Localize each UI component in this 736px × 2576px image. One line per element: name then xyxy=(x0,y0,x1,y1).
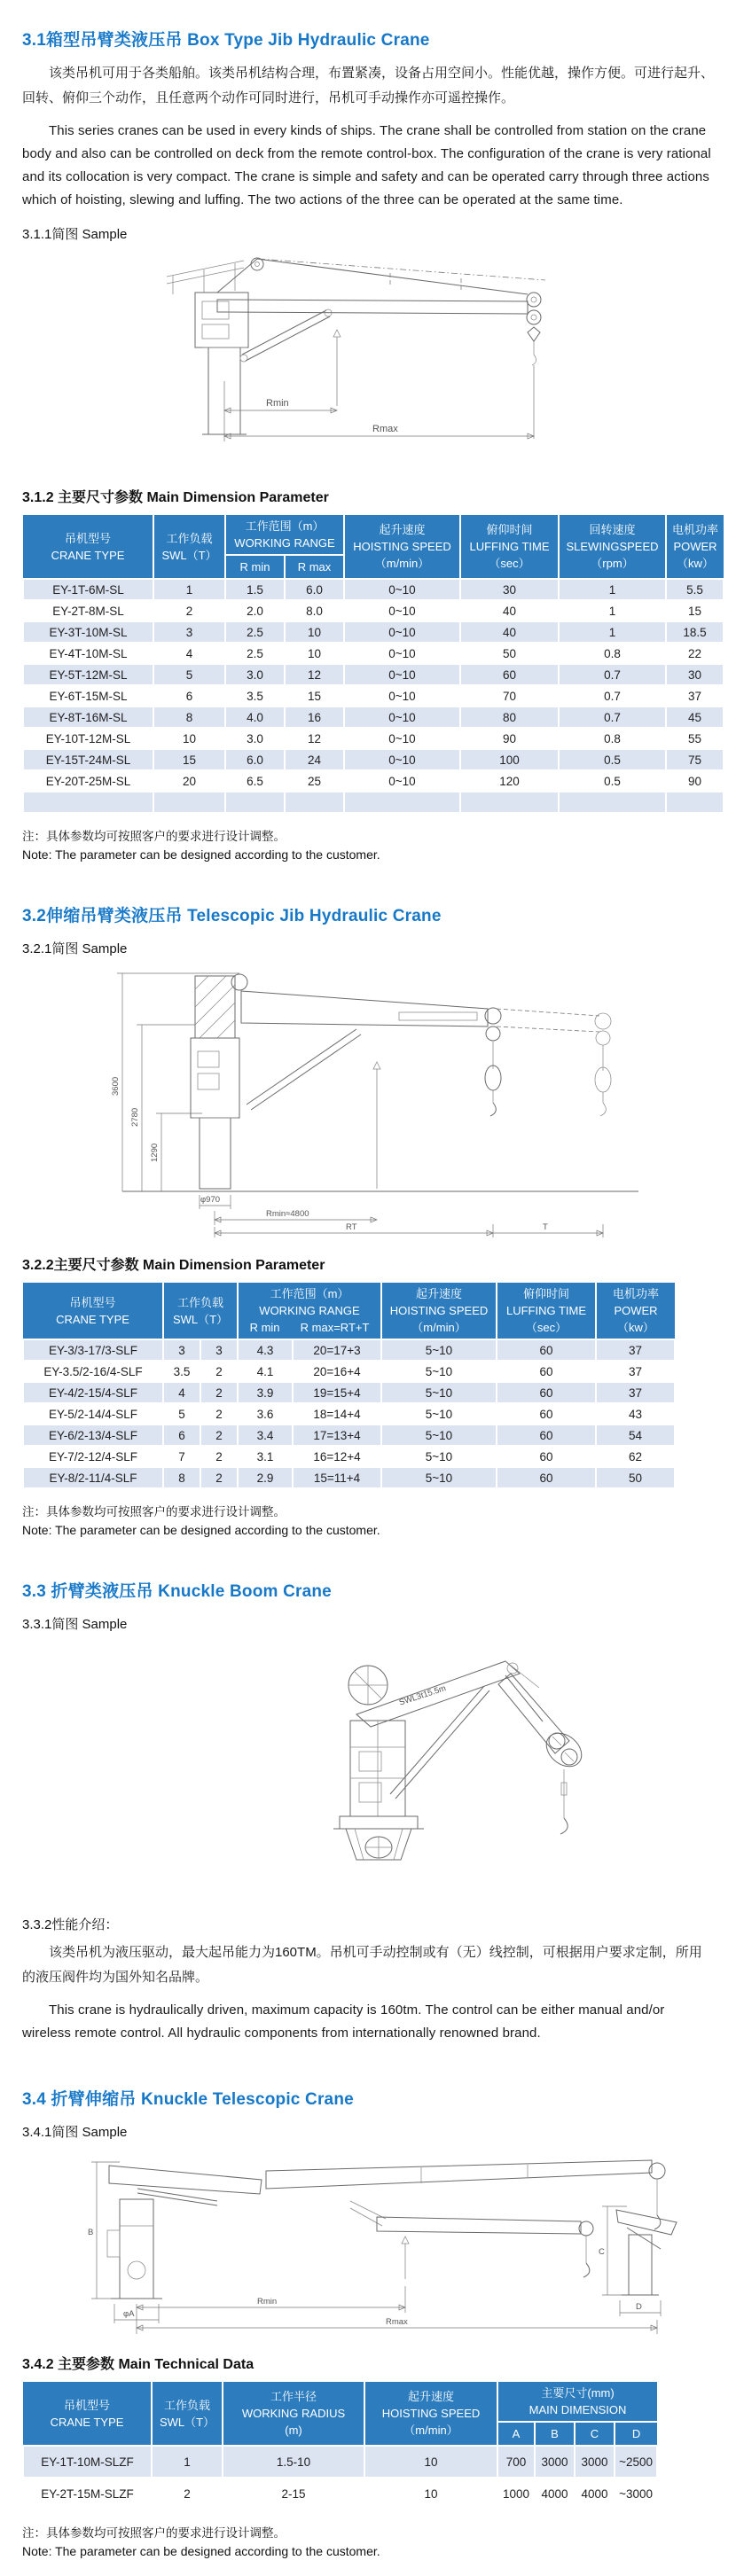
col-header-swl: 工作负载 SWL（T） xyxy=(153,514,225,579)
table-cell: 20=17+3 xyxy=(293,1339,381,1361)
swl-capacity-label: SWL3t15.5m xyxy=(397,1683,448,1708)
table-cell: 15 xyxy=(153,749,225,770)
table-cell: 10 xyxy=(364,2478,497,2510)
table-row xyxy=(23,600,724,621)
col-header-dim-c: C xyxy=(575,2422,615,2446)
table-cell: 62 xyxy=(596,1446,675,1467)
table-row xyxy=(23,1425,675,1446)
table-cell: 60 xyxy=(460,664,559,685)
table-cell: 16 xyxy=(285,706,344,728)
col-header-working-radius: 工作半径 WORKING RADIUS (m) xyxy=(223,2381,364,2446)
rmin-dimension-label: Rmin xyxy=(266,398,289,409)
table-cell: 3000 xyxy=(535,2446,575,2478)
table-cell: 18.5 xyxy=(666,621,724,643)
table-cell: 5~10 xyxy=(381,1361,497,1382)
table-cell: 5 xyxy=(163,1403,200,1425)
main-dimension-parameter-table-3-2-2 xyxy=(22,1281,676,1489)
table-cell: 3.0 xyxy=(225,728,285,749)
col-header-dim-b: B xyxy=(535,2422,575,2446)
section-3-3-2-heading: 3.3.2性能介绍： xyxy=(22,1917,119,1932)
table-cell: 8.0 xyxy=(285,600,344,621)
table-cell: 5~10 xyxy=(381,1403,497,1425)
table-cell: 6.0 xyxy=(225,749,285,770)
table-cell: 24 xyxy=(285,749,344,770)
table-cell: 3.1 xyxy=(238,1446,293,1467)
table-cell: 2.5 xyxy=(225,621,285,643)
table-cell: 3.5 xyxy=(163,1361,200,1382)
table-cell: 2 xyxy=(153,600,225,621)
col-header-crane-type: 吊机型号 CRANE TYPE xyxy=(23,1282,163,1339)
table-cell xyxy=(666,792,724,813)
table-cell: 2.0 xyxy=(225,600,285,621)
table-cell: 19=15+4 xyxy=(293,1382,381,1403)
table-cell: 90 xyxy=(666,770,724,792)
table-cell: EY-3T-10M-SL xyxy=(23,621,153,643)
section-3-3-paragraph-cn: 该类吊机为液压驱动，最大起吊能力为160TM。吊机可手动控制或有（无）线控制，可根据用户要求定制，所用的液压阀件均为国外知名品牌。 xyxy=(22,1945,702,1985)
table-cell: 5 xyxy=(153,664,225,685)
table-cell: 4.3 xyxy=(238,1339,293,1361)
section-3-2-heading: 3.2伸缩吊臂类液压吊 Telescopic Jib Hydraulic Crane xyxy=(22,907,442,925)
table-cell: EY-4/2-15/4-SLF xyxy=(23,1382,163,1403)
table-cell: 1.5-10 xyxy=(223,2446,364,2478)
table-cell: 45 xyxy=(666,706,724,728)
table-row xyxy=(23,1382,675,1403)
col-header-hoisting-speed: 起升速度 HOISTING SPEED （m/min） xyxy=(364,2381,497,2446)
table-cell: 43 xyxy=(596,1403,675,1425)
table-row xyxy=(23,728,724,749)
table-cell: EY-8/2-11/4-SLF xyxy=(23,1467,163,1488)
table-cell: 5~10 xyxy=(381,1339,497,1361)
table-cell: 6.0 xyxy=(285,579,344,600)
table-cell: EY-6T-15M-SL xyxy=(23,685,153,706)
table-row xyxy=(23,664,724,685)
table-row xyxy=(23,706,724,728)
col-header-main-dimension: 主要尺寸(mm) MAIN DIMENSION xyxy=(497,2381,657,2422)
table-cell: 60 xyxy=(497,1425,596,1446)
table-cell: 4 xyxy=(153,643,225,664)
table-3-4-2-heading: 3.4.2 主要参数 Main Technical Data xyxy=(22,2357,254,2372)
table-cell: 2 xyxy=(200,1467,238,1488)
table-row xyxy=(23,1361,675,1382)
table-row xyxy=(23,1339,675,1361)
table-cell: EY-7/2-12/4-SLF xyxy=(23,1446,163,1467)
table-cell: 120 xyxy=(460,770,559,792)
t-dimension-label: T xyxy=(543,1222,548,1232)
col-header-rmin: R min xyxy=(249,1321,280,1334)
col-header-power: 电机功率 POWER （kw） xyxy=(666,514,724,579)
knuckle-boom-crane-diagram xyxy=(213,1636,714,1902)
section-3-4-1-sample-heading: 3.4.1简图 Sample xyxy=(22,2125,128,2140)
table-cell: 25 xyxy=(285,770,344,792)
table-cell: 2 xyxy=(200,1425,238,1446)
telescopic-jib-crane-diagram xyxy=(106,963,714,1237)
section-3-1-paragraph-en: This series cranes can be used in every kinds of ships. The crane shall be controlled from station on the crane body and also can be controlled on deck from the remote control-box. The configuration of the crane is very rational and its collocation is very compact. The crane is simple and safety and can be operated carry through three actions which of hoisting, slewing and luffing. The two actions of the three can be operated at the same time. xyxy=(22,123,711,207)
table-row xyxy=(23,749,724,770)
table-cell: 12 xyxy=(285,728,344,749)
table-cell: 5~10 xyxy=(381,1446,497,1467)
table-cell: 4.1 xyxy=(238,1361,293,1382)
table-cell: 1.5 xyxy=(225,579,285,600)
table-cell: 12 xyxy=(285,664,344,685)
table-cell: 0~10 xyxy=(344,685,460,706)
table-cell: 10 xyxy=(285,643,344,664)
table-cell: 0~10 xyxy=(344,706,460,728)
table-cell: 2-15 xyxy=(223,2478,364,2510)
table-cell: 70 xyxy=(460,685,559,706)
col-header-rmin: R min xyxy=(225,555,285,579)
table-cell: 0~10 xyxy=(344,664,460,685)
table-cell: 1 xyxy=(153,579,225,600)
table-cell xyxy=(225,792,285,813)
table-cell: 0~10 xyxy=(344,600,460,621)
table-cell: EY-5/2-14/4-SLF xyxy=(23,1403,163,1425)
d-dimension-label: D xyxy=(636,2302,642,2312)
table-row xyxy=(23,643,724,664)
table-cell: 3 xyxy=(163,1339,200,1361)
table-cell: EY-3/3-17/3-SLF xyxy=(23,1339,163,1361)
table-cell: 4000 xyxy=(535,2478,575,2510)
height-dimension-2780: 2780 xyxy=(130,1107,140,1127)
rt-dimension-label: RT xyxy=(346,1222,357,1232)
table-cell xyxy=(23,792,153,813)
table-cell: 10 xyxy=(364,2446,497,2478)
table-cell: 60 xyxy=(497,1446,596,1467)
table-cell: 2.9 xyxy=(238,1467,293,1488)
table-cell: 3.4 xyxy=(238,1425,293,1446)
col-header-working-range: 工作范围（m） WORKING RANGE xyxy=(225,514,344,555)
rmin-dimension-label: Rmin xyxy=(257,2297,278,2307)
rmax-dimension-label: Rmax xyxy=(372,424,398,434)
table-cell: 0.8 xyxy=(559,643,666,664)
table-cell: 3.0 xyxy=(225,664,285,685)
table-cell: 6 xyxy=(163,1425,200,1446)
table-cell: 4 xyxy=(163,1382,200,1403)
rmax-dimension-label: Rmax xyxy=(386,2317,408,2327)
table-cell xyxy=(344,792,460,813)
table-cell: 20 xyxy=(153,770,225,792)
table-cell: 100 xyxy=(460,749,559,770)
table-cell: 0~10 xyxy=(344,643,460,664)
table-cell: 5.5 xyxy=(666,579,724,600)
note-cn: 注：具体参数均可按照客户的要求进行设计调整。 xyxy=(22,2526,286,2540)
table-row xyxy=(23,770,724,792)
table-cell: 10 xyxy=(153,728,225,749)
table-cell: 3000 xyxy=(575,2446,615,2478)
table-cell: 8 xyxy=(163,1467,200,1488)
table-cell: EY-1T-6M-SL xyxy=(23,579,153,600)
col-header-swl: 工作负载 SWL（T） xyxy=(152,2381,223,2446)
table-cell: 3.6 xyxy=(238,1403,293,1425)
table-cell: 1 xyxy=(559,579,666,600)
col-header-slewing-speed: 回转速度 SLEWINGSPEED （rpm） xyxy=(559,514,666,579)
table-row xyxy=(23,792,724,813)
b-dimension-label: B xyxy=(88,2228,94,2237)
table-cell: 8 xyxy=(153,706,225,728)
table-cell: 40 xyxy=(460,600,559,621)
col-header-luffing-time: 俯仰时间 LUFFING TIME （sec） xyxy=(460,514,559,579)
table-cell: 0~10 xyxy=(344,770,460,792)
note-en: Note: The parameter can be designed according to the customer. xyxy=(22,2544,380,2558)
section-3-1-paragraph-cn: 该类吊机可用于各类船舶。该类吊机结构合理，布置紧凑，设备占用空间小。性能优越，操作方便。可进行起升、回转、俯仰三个动作，且任意两个动作可同时进行，吊机可手动操作亦可遥控操作。 xyxy=(22,66,715,105)
table-cell: 0.5 xyxy=(559,770,666,792)
table-cell: 60 xyxy=(497,1339,596,1361)
table-cell: ~3000 xyxy=(615,2478,657,2510)
table-cell: EY-20T-25M-SL xyxy=(23,770,153,792)
table-row xyxy=(23,621,724,643)
table-cell: 30 xyxy=(460,579,559,600)
table-cell: 90 xyxy=(460,728,559,749)
table-cell: 50 xyxy=(596,1467,675,1488)
knuckle-boom-crane-drawing xyxy=(213,1636,621,1902)
table-cell: 50 xyxy=(460,643,559,664)
table-cell: 1 xyxy=(559,621,666,643)
table-cell: 0.7 xyxy=(559,685,666,706)
knuckle-telescopic-crane-drawing xyxy=(84,2146,687,2337)
table-row xyxy=(23,1467,675,1488)
table-cell: 1 xyxy=(559,600,666,621)
section-3-3-heading: 3.3 折臂类液压吊 Knuckle Boom Crane xyxy=(22,1582,332,1601)
table-cell: 30 xyxy=(666,664,724,685)
table-cell: EY-3.5/2-16/4-SLF xyxy=(23,1361,163,1382)
table-cell: 37 xyxy=(596,1339,675,1361)
note-en: Note: The parameter can be designed according to the customer. xyxy=(22,847,380,862)
table-cell: 0.5 xyxy=(559,749,666,770)
table-cell: 5~10 xyxy=(381,1425,497,1446)
table-cell: 0~10 xyxy=(344,749,460,770)
table-cell: 6 xyxy=(153,685,225,706)
rmin-dimension-label: Rmin≈4800 xyxy=(266,1209,309,1219)
table-cell: 55 xyxy=(666,728,724,749)
table-row xyxy=(23,2446,657,2478)
col-header-crane-type: 吊机型号 CRANE TYPE xyxy=(23,2381,152,2446)
table-cell: 2 xyxy=(200,1403,238,1425)
table-cell: 37 xyxy=(596,1361,675,1382)
col-header-rmax: R max xyxy=(285,555,344,579)
box-jib-crane-drawing xyxy=(124,248,585,470)
section-3-4-heading: 3.4 折臂伸缩吊 Knuckle Telescopic Crane xyxy=(22,2090,354,2109)
table-cell: EY-10T-12M-SL xyxy=(23,728,153,749)
table-cell: EY-1T-10M-SLZF xyxy=(23,2446,152,2478)
table-3-2-2-heading: 3.2.2主要尺寸参数 Main Dimension Parameter xyxy=(22,1258,325,1273)
table-cell: 1000 xyxy=(497,2478,535,2510)
table-cell: 0~10 xyxy=(344,579,460,600)
height-dimension-1290: 1290 xyxy=(150,1143,160,1162)
diameter-dimension-970: φ970 xyxy=(200,1195,221,1205)
section-3-1-heading: 3.1箱型吊臂类液压吊 Box Type Jib Hydraulic Crane xyxy=(22,31,430,50)
table-cell: 75 xyxy=(666,749,724,770)
table-cell: 16=12+4 xyxy=(293,1446,381,1467)
table-cell: 5~10 xyxy=(381,1382,497,1403)
c-dimension-label: C xyxy=(599,2247,605,2257)
col-header-rmax: R max=RT+T xyxy=(300,1321,370,1334)
table-cell: 17=13+4 xyxy=(293,1425,381,1446)
table-cell: 0.8 xyxy=(559,728,666,749)
table-cell xyxy=(153,792,225,813)
table-cell: 700 xyxy=(497,2446,535,2478)
table-cell: 60 xyxy=(497,1382,596,1403)
table-cell: EY-5T-12M-SL xyxy=(23,664,153,685)
table-cell: 15=11+4 xyxy=(293,1467,381,1488)
table-cell: 4000 xyxy=(575,2478,615,2510)
table-cell: 54 xyxy=(596,1425,675,1446)
table-3-1-2-heading: 3.1.2 主要尺寸参数 Main Dimension Parameter xyxy=(22,490,329,505)
height-dimension-3600: 3600 xyxy=(111,1076,121,1096)
box-jib-crane-diagram xyxy=(124,248,714,470)
table-cell: 37 xyxy=(666,685,724,706)
table-row xyxy=(23,579,724,600)
table-cell: EY-2T-8M-SL xyxy=(23,600,153,621)
table-cell: 3 xyxy=(153,621,225,643)
table-cell: 5~10 xyxy=(381,1467,497,1488)
section-3-3-1-sample-heading: 3.3.1简图 Sample xyxy=(22,1617,128,1632)
table-cell: 10 xyxy=(285,621,344,643)
telescopic-jib-crane-drawing xyxy=(106,963,656,1237)
table-cell: 22 xyxy=(666,643,724,664)
table-cell: 2 xyxy=(200,1446,238,1467)
table-cell: 80 xyxy=(460,706,559,728)
table-cell xyxy=(460,792,559,813)
note-cn: 注：具体参数均可按照客户的要求进行设计调整。 xyxy=(22,830,286,843)
table-cell: 2 xyxy=(200,1361,238,1382)
table-cell: 4.0 xyxy=(225,706,285,728)
table-cell: EY-4T-10M-SL xyxy=(23,643,153,664)
table-cell xyxy=(559,792,666,813)
table-cell: 15 xyxy=(285,685,344,706)
col-header-crane-type: 吊机型号 CRANE TYPE xyxy=(23,514,153,579)
table-cell: EY-15T-24M-SL xyxy=(23,749,153,770)
section-3-2-1-sample-heading: 3.2.1简图 Sample xyxy=(22,941,128,956)
table-cell: 60 xyxy=(497,1361,596,1382)
table-cell: EY-6/2-13/4-SLF xyxy=(23,1425,163,1446)
section-3-3-paragraph-en: This crane is hydraulically driven, maximum capacity is 160tm. The control can be either manual and/or wireless remote control. All hydraulic components from internationally renowned brand. xyxy=(22,2002,665,2041)
table-row xyxy=(23,1446,675,1467)
table-cell: 60 xyxy=(497,1467,596,1488)
table-cell: 40 xyxy=(460,621,559,643)
table-cell: 2.5 xyxy=(225,643,285,664)
table-cell: 7 xyxy=(163,1446,200,1467)
table-cell: 2 xyxy=(152,2478,223,2510)
table-row xyxy=(23,2478,657,2510)
table-cell: 3.9 xyxy=(238,1382,293,1403)
col-header-hoisting-speed: 起升速度 HOISTING SPEED （m/min） xyxy=(344,514,460,579)
table-cell: 15 xyxy=(666,600,724,621)
table-cell: 60 xyxy=(497,1403,596,1425)
table-cell: 0.7 xyxy=(559,664,666,685)
col-header-luffing-time: 俯仰时间 LUFFING TIME （sec） xyxy=(497,1282,596,1339)
table-cell: 20=16+4 xyxy=(293,1361,381,1382)
col-header-hoisting-speed: 起升速度 HOISTING SPEED （m/min） xyxy=(381,1282,497,1339)
note-en: Note: The parameter can be designed according to the customer. xyxy=(22,1523,380,1537)
table-cell: 0~10 xyxy=(344,728,460,749)
phi-a-dimension-label: φA xyxy=(123,2309,135,2319)
table-cell xyxy=(285,792,344,813)
table-cell: 0.7 xyxy=(559,706,666,728)
table-cell: 3 xyxy=(200,1339,238,1361)
col-header-dim-a: A xyxy=(497,2422,535,2446)
table-cell: 18=14+4 xyxy=(293,1403,381,1425)
table-cell: 37 xyxy=(596,1382,675,1403)
section-3-1-1-sample-heading: 3.1.1简图 Sample xyxy=(22,227,128,242)
table-cell: 6.5 xyxy=(225,770,285,792)
main-technical-data-table-3-4-2 xyxy=(22,2380,658,2510)
col-header-power: 电机功率 POWER （kw） xyxy=(596,1282,675,1339)
table-row xyxy=(23,685,724,706)
col-header-dim-d: D xyxy=(615,2422,657,2446)
note-cn: 注：具体参数均可按照客户的要求进行设计调整。 xyxy=(22,1505,286,1518)
table-cell: EY-2T-15M-SLZF xyxy=(23,2478,152,2510)
col-header-working-range: 工作范围（m） WORKING RANGE R min R max=RT+T xyxy=(238,1282,381,1339)
main-dimension-parameter-table-3-1-2 xyxy=(22,513,724,814)
table-cell: 0~10 xyxy=(344,621,460,643)
table-cell: EY-8T-16M-SL xyxy=(23,706,153,728)
table-cell: 3.5 xyxy=(225,685,285,706)
col-header-swl: 工作负载 SWL（T） xyxy=(163,1282,238,1339)
knuckle-telescopic-crane-diagram xyxy=(84,2146,714,2337)
table-cell: 2 xyxy=(200,1382,238,1403)
table-cell: ~2500 xyxy=(615,2446,657,2478)
table-cell: 1 xyxy=(152,2446,223,2478)
table-row xyxy=(23,1403,675,1425)
